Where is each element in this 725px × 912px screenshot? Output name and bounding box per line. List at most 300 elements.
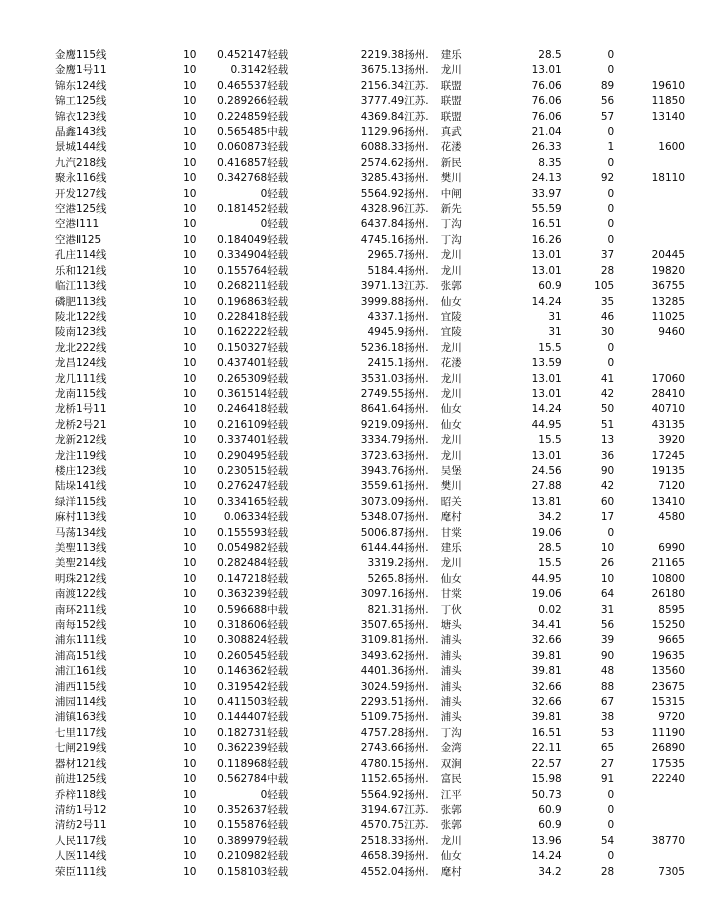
cell-metric1: 60.9 <box>538 819 562 832</box>
cell-metric3: 1600 <box>658 141 685 154</box>
cell-metric1: 39.81 <box>531 711 562 724</box>
cell-place: 江平 <box>440 788 462 801</box>
cell-value: 4369.84 <box>360 110 405 123</box>
cell-qty: 10 <box>183 203 197 216</box>
cell-place: 丁沟 <box>440 726 462 739</box>
cell-value: 2743.66 <box>360 742 405 755</box>
cell-region: 扬州. <box>404 649 429 662</box>
cell-place: 龙川 <box>440 557 462 570</box>
cell-ratio: 0.216109 <box>217 418 268 431</box>
cell-qty: 10 <box>183 418 197 431</box>
cell-metric1: 15.5 <box>538 434 562 447</box>
cell-ratio: 0.118968 <box>217 757 268 770</box>
cell-metric2: 0 <box>607 803 615 816</box>
cell-region: 扬州. <box>404 542 429 554</box>
cell-region: 扬州. <box>404 264 429 277</box>
table-row <box>55 171 685 186</box>
table-row <box>55 295 685 310</box>
cell-region: 扬州. <box>404 588 429 601</box>
cell-place: 仙女 <box>440 572 462 585</box>
cell-metric3: 11025 <box>651 310 685 323</box>
cell-metric2: 57 <box>600 110 615 123</box>
table-row <box>55 818 685 833</box>
cell-metric2: 51 <box>600 418 615 431</box>
cell-region: 扬州. <box>404 156 429 169</box>
cell-place: 樊川 <box>440 172 462 185</box>
cell-region: 扬州. <box>404 418 429 431</box>
table-row <box>55 140 685 155</box>
cell-value: 4780.15 <box>360 757 405 770</box>
cell-load-type: 轻载 <box>267 326 289 339</box>
cell-load-type: 轻载 <box>267 711 289 724</box>
cell-ratio: 0.155593 <box>217 526 268 539</box>
cell-load-type: 轻载 <box>267 372 289 385</box>
cell-value: 2574.62 <box>360 156 405 169</box>
cell-load-type: 轻载 <box>267 572 289 585</box>
cell-load-type: 轻载 <box>267 64 289 77</box>
cell-name: 浦东111线 <box>55 634 107 647</box>
cell-qty: 10 <box>183 619 197 632</box>
cell-metric3 <box>614 48 685 63</box>
cell-metric3: 40710 <box>651 403 685 416</box>
cell-metric1: 13.81 <box>531 495 562 508</box>
cell-ratio: 0.337401 <box>217 434 268 447</box>
cell-name: 七闸219线 <box>55 742 107 755</box>
cell-value: 6437.84 <box>360 218 405 231</box>
cell-region: 扬州. <box>404 310 429 323</box>
cell-ratio: 0.230515 <box>217 464 268 477</box>
cell-name: 绿洋115线 <box>55 495 107 508</box>
cell-load-type: 轻载 <box>267 341 289 354</box>
table-row <box>55 865 685 880</box>
cell-qty: 10 <box>183 742 197 755</box>
cell-metric3 <box>614 526 685 541</box>
cell-metric3: 43135 <box>651 418 685 431</box>
cell-ratio: 0.060873 <box>217 141 268 154</box>
table-row <box>55 125 685 140</box>
cell-place: 张郭 <box>440 819 462 832</box>
table-row <box>55 94 685 109</box>
cell-name: 楼庄123线 <box>55 464 107 477</box>
cell-qty: 10 <box>183 696 197 709</box>
cell-metric1: 76.06 <box>531 110 562 123</box>
cell-name: 龙北222线 <box>55 341 107 354</box>
cell-metric2: 0 <box>607 526 615 539</box>
cell-metric2: 60 <box>600 495 615 508</box>
cell-name: 开发127线 <box>55 187 107 200</box>
cell-metric1: 44.95 <box>531 418 562 431</box>
cell-name: 前进125线 <box>55 773 107 786</box>
cell-metric3 <box>614 341 685 356</box>
cell-metric2: 36 <box>600 449 615 462</box>
cell-place: 联盟 <box>440 110 462 123</box>
cell-value: 4757.28 <box>360 726 405 739</box>
cell-metric2: 89 <box>600 79 615 92</box>
table-row <box>55 834 685 849</box>
cell-value: 5564.92 <box>360 187 405 200</box>
cell-region: 扬州. <box>404 526 429 539</box>
cell-load-type: 轻载 <box>267 95 289 108</box>
table-row <box>55 510 685 525</box>
cell-name: 清纺2号11 <box>55 819 107 832</box>
cell-value: 3285.43 <box>360 172 405 185</box>
cell-ratio: 0.289266 <box>217 95 268 108</box>
table-row <box>55 788 685 803</box>
table-row <box>55 433 685 448</box>
cell-qty: 10 <box>183 172 197 185</box>
cell-region: 扬州. <box>404 495 429 508</box>
cell-metric1: 44.95 <box>531 572 562 585</box>
cell-ratio: 0.596688 <box>217 603 268 616</box>
cell-load-type: 轻载 <box>267 526 289 539</box>
cell-value: 2219.38 <box>360 49 405 61</box>
cell-value: 3971.13 <box>360 280 405 293</box>
cell-ratio: 0.342768 <box>217 172 268 185</box>
cell-metric3: 36755 <box>651 280 685 293</box>
cell-ratio: 0.352637 <box>217 803 268 816</box>
cell-ratio: 0.144407 <box>217 711 268 724</box>
cell-name: 乔梓118线 <box>55 788 107 801</box>
cell-region: 扬州. <box>404 511 429 524</box>
cell-region: 扬州. <box>404 403 429 416</box>
cell-qty: 10 <box>183 264 197 277</box>
cell-metric2: 1 <box>607 141 615 154</box>
table-row <box>55 372 685 387</box>
cell-ratio: 0.318606 <box>217 619 268 632</box>
cell-metric1: 50.73 <box>531 788 562 801</box>
table-row <box>55 680 685 695</box>
cell-load-type: 轻载 <box>267 280 289 293</box>
cell-qty: 10 <box>183 480 197 493</box>
cell-value: 1152.65 <box>360 773 405 786</box>
cell-place: 仙女 <box>440 418 462 431</box>
cell-metric2: 65 <box>600 742 615 755</box>
cell-metric1: 76.06 <box>531 79 562 92</box>
cell-ratio: 0.158103 <box>217 865 268 878</box>
cell-metric2: 28 <box>600 264 615 277</box>
cell-metric1: 19.06 <box>531 526 562 539</box>
cell-value: 5236.18 <box>360 341 405 354</box>
table-row <box>55 772 685 787</box>
cell-region: 扬州. <box>404 557 429 570</box>
cell-qty: 10 <box>183 403 197 416</box>
cell-metric1: 27.88 <box>531 480 562 493</box>
cell-load-type: 轻载 <box>267 726 289 739</box>
table-row <box>55 279 685 294</box>
cell-qty: 10 <box>183 372 197 385</box>
cell-metric3 <box>614 187 685 202</box>
cell-metric3: 17535 <box>651 757 685 770</box>
cell-ratio: 0.411503 <box>217 696 268 709</box>
cell-place: 花溇 <box>440 141 462 154</box>
cell-metric3: 8595 <box>658 603 685 616</box>
cell-metric3 <box>614 803 685 818</box>
cell-place: 麾村 <box>440 865 462 878</box>
cell-metric3: 22240 <box>651 773 685 786</box>
cell-metric2: 0 <box>607 819 615 832</box>
cell-name: 龙注119线 <box>55 449 107 462</box>
cell-metric1: 39.81 <box>531 665 562 678</box>
cell-ratio: 0.246418 <box>217 403 268 416</box>
cell-place: 建乐 <box>440 49 462 61</box>
cell-name: 七里117线 <box>55 726 107 739</box>
cell-metric2: 0 <box>607 203 615 216</box>
cell-metric1: 28.5 <box>538 49 562 61</box>
cell-metric2: 42 <box>600 480 615 493</box>
cell-qty: 10 <box>183 803 197 816</box>
cell-metric3: 7120 <box>658 480 685 493</box>
cell-region: 江苏. <box>404 110 429 123</box>
cell-place: 龙川 <box>440 264 462 277</box>
cell-metric3: 7305 <box>658 865 685 878</box>
cell-name: 南环211线 <box>55 603 107 616</box>
cell-name: 陵南123线 <box>55 326 107 339</box>
cell-name: 空港Ⅰ111 <box>55 218 100 231</box>
cell-load-type: 轻载 <box>267 480 289 493</box>
cell-ratio: 0.562784 <box>217 773 268 786</box>
cell-region: 扬州. <box>404 172 429 185</box>
cell-name: 空港Ⅱ125 <box>55 233 102 246</box>
cell-value: 2293.51 <box>360 696 405 709</box>
cell-load-type: 轻载 <box>267 588 289 601</box>
cell-load-type: 轻载 <box>267 819 289 832</box>
cell-qty: 10 <box>183 110 197 123</box>
cell-region: 扬州. <box>404 464 429 477</box>
cell-metric2: 48 <box>600 665 615 678</box>
cell-metric2: 56 <box>600 95 615 108</box>
cell-ratio: 0.260545 <box>217 649 268 662</box>
cell-metric1: 24.13 <box>531 172 562 185</box>
cell-metric2: 42 <box>600 387 615 400</box>
cell-region: 扬州. <box>404 603 429 616</box>
cell-value: 3999.88 <box>360 295 405 308</box>
cell-name: 器材121线 <box>55 757 107 770</box>
cell-load-type: 轻载 <box>267 387 289 400</box>
cell-place: 吴堡 <box>440 464 462 477</box>
cell-metric1: 0.02 <box>538 603 562 616</box>
cell-name: 美聖113线 <box>55 542 107 554</box>
cell-qty: 10 <box>183 757 197 770</box>
cell-place: 花溇 <box>440 357 462 370</box>
cell-metric2: 90 <box>600 464 615 477</box>
cell-place: 真武 <box>440 126 462 139</box>
cell-qty: 10 <box>183 341 197 354</box>
cell-metric1: 31 <box>548 310 562 323</box>
cell-region: 江苏. <box>404 803 429 816</box>
cell-metric3: 11850 <box>651 95 685 108</box>
cell-metric2: 0 <box>607 49 615 61</box>
table-row <box>55 187 685 202</box>
cell-value: 4658.39 <box>360 850 405 863</box>
cell-metric3: 15250 <box>651 619 685 632</box>
cell-metric2: 13 <box>600 434 615 447</box>
cell-value: 9219.09 <box>360 418 405 431</box>
cell-metric1: 60.9 <box>538 803 562 816</box>
cell-name: 龙桥2号21 <box>55 418 107 431</box>
cell-ratio: 0.282484 <box>217 557 268 570</box>
cell-metric1: 19.06 <box>531 588 562 601</box>
cell-qty: 10 <box>183 280 197 293</box>
cell-metric2: 31 <box>600 603 615 616</box>
cell-place: 建乐 <box>440 542 462 554</box>
cell-metric2: 54 <box>600 834 615 847</box>
cell-region: 扬州. <box>404 834 429 847</box>
cell-metric1: 14.24 <box>531 295 562 308</box>
cell-load-type: 轻载 <box>267 141 289 154</box>
cell-metric3: 13410 <box>651 495 685 508</box>
cell-name: 陵北122线 <box>55 310 107 323</box>
cell-qty: 10 <box>183 295 197 308</box>
cell-value: 3777.49 <box>360 95 405 108</box>
cell-load-type: 轻载 <box>267 788 289 801</box>
cell-name: 浦西115线 <box>55 680 107 693</box>
cell-metric2: 91 <box>600 773 615 786</box>
table-row <box>55 649 685 664</box>
cell-metric1: 13.01 <box>531 387 562 400</box>
cell-metric3: 21165 <box>651 557 685 570</box>
cell-place: 富民 <box>440 773 462 786</box>
cell-region: 扬州. <box>404 141 429 154</box>
cell-load-type: 轻载 <box>267 357 289 370</box>
cell-metric3: 9665 <box>658 634 685 647</box>
cell-name: 金鹰115线 <box>55 49 107 61</box>
cell-region: 江苏. <box>404 95 429 108</box>
cell-region: 扬州. <box>404 434 429 447</box>
cell-metric2: 28 <box>600 865 615 878</box>
cell-load-type: 中载 <box>267 126 289 139</box>
cell-place: 龙川 <box>440 387 462 400</box>
cell-place: 丁沟 <box>440 218 462 231</box>
cell-load-type: 轻载 <box>267 156 289 169</box>
cell-metric3: 23675 <box>651 680 685 693</box>
cell-metric2: 0 <box>607 233 615 246</box>
cell-load-type: 轻载 <box>267 464 289 477</box>
table-row <box>55 633 685 648</box>
cell-load-type: 中载 <box>267 773 289 786</box>
table-row <box>55 495 685 510</box>
cell-ratio: 0.334904 <box>217 249 268 262</box>
table-row <box>55 572 685 587</box>
cell-place: 浦头 <box>440 634 462 647</box>
cell-region: 扬州. <box>404 850 429 863</box>
cell-ratio: 0.06334 <box>223 511 268 524</box>
cell-region: 扬州. <box>404 773 429 786</box>
cell-load-type: 轻载 <box>267 557 289 570</box>
cell-qty: 10 <box>183 588 197 601</box>
cell-load-type: 轻载 <box>267 264 289 277</box>
cell-value: 4570.75 <box>360 819 405 832</box>
cell-ratio: 0.150327 <box>217 341 268 354</box>
cell-name: 马荡134线 <box>55 526 107 539</box>
cell-metric2: 10 <box>600 542 615 554</box>
cell-metric3 <box>614 125 685 140</box>
table-row <box>55 556 685 571</box>
cell-qty: 10 <box>183 141 197 154</box>
cell-region: 扬州. <box>404 726 429 739</box>
cell-place: 金湾 <box>440 742 462 755</box>
cell-qty: 10 <box>183 834 197 847</box>
cell-qty: 10 <box>183 357 197 370</box>
cell-qty: 10 <box>183 495 197 508</box>
cell-ratio: 0.308824 <box>217 634 268 647</box>
cell-metric2: 56 <box>600 619 615 632</box>
cell-metric3: 28410 <box>651 387 685 400</box>
cell-load-type: 中载 <box>267 603 289 616</box>
cell-metric2: 64 <box>600 588 615 601</box>
cell-place: 甘棠 <box>440 588 462 601</box>
cell-ratio: 0.184049 <box>217 233 268 246</box>
cell-metric2: 0 <box>607 850 615 863</box>
cell-metric1: 15.5 <box>538 557 562 570</box>
cell-ratio: 0.362239 <box>217 742 268 755</box>
cell-place: 昭关 <box>440 495 462 508</box>
cell-value: 3334.79 <box>360 434 405 447</box>
cell-value: 5109.75 <box>360 711 405 724</box>
cell-ratio: 0.276247 <box>217 480 268 493</box>
table-row <box>55 341 685 356</box>
cell-region: 扬州. <box>404 757 429 770</box>
cell-ratio: 0.334165 <box>217 495 268 508</box>
cell-metric2: 30 <box>600 326 615 339</box>
cell-place: 仙女 <box>440 850 462 863</box>
cell-value: 5564.92 <box>360 788 405 801</box>
cell-metric3: 10800 <box>651 572 685 585</box>
cell-qty: 10 <box>183 603 197 616</box>
cell-value: 3024.59 <box>360 680 405 693</box>
cell-metric1: 34.2 <box>538 865 562 878</box>
data-table <box>55 48 685 880</box>
cell-qty: 10 <box>183 126 197 139</box>
cell-value: 6144.44 <box>360 542 405 554</box>
cell-ratio: 0.268211 <box>217 280 268 293</box>
cell-qty: 10 <box>183 634 197 647</box>
cell-value: 821.31 <box>367 603 405 616</box>
cell-value: 2415.1 <box>367 357 405 370</box>
table-row <box>55 63 685 78</box>
cell-load-type: 轻载 <box>267 218 289 231</box>
cell-qty: 10 <box>183 649 197 662</box>
cell-value: 6088.33 <box>360 141 405 154</box>
cell-metric3: 19135 <box>651 464 685 477</box>
cell-load-type: 轻载 <box>267 834 289 847</box>
cell-region: 扬州. <box>404 326 429 339</box>
table-row <box>55 695 685 710</box>
cell-metric3: 3920 <box>658 434 685 447</box>
table-row <box>55 418 685 433</box>
cell-place: 龙川 <box>440 249 462 262</box>
cell-metric1: 15.5 <box>538 341 562 354</box>
cell-load-type: 轻载 <box>267 418 289 431</box>
cell-metric2: 0 <box>607 187 615 200</box>
table-row <box>55 618 685 633</box>
cell-name: 乐和121线 <box>55 264 107 277</box>
cell-metric1: 32.66 <box>531 634 562 647</box>
table-row <box>55 217 685 232</box>
cell-value: 3493.62 <box>360 649 405 662</box>
cell-metric2: 35 <box>600 295 615 308</box>
cell-ratio: 0.210982 <box>217 850 268 863</box>
cell-metric1: 14.24 <box>531 403 562 416</box>
cell-value: 5348.07 <box>360 511 405 524</box>
cell-metric2: 0 <box>607 156 615 169</box>
table-row <box>55 541 685 556</box>
cell-ratio: 0.363239 <box>217 588 268 601</box>
cell-region: 扬州. <box>404 742 429 755</box>
cell-name: 空港125线 <box>55 203 107 216</box>
cell-name: 龙桥1号11 <box>55 403 107 416</box>
table-row <box>55 356 685 371</box>
cell-qty: 10 <box>183 511 197 524</box>
